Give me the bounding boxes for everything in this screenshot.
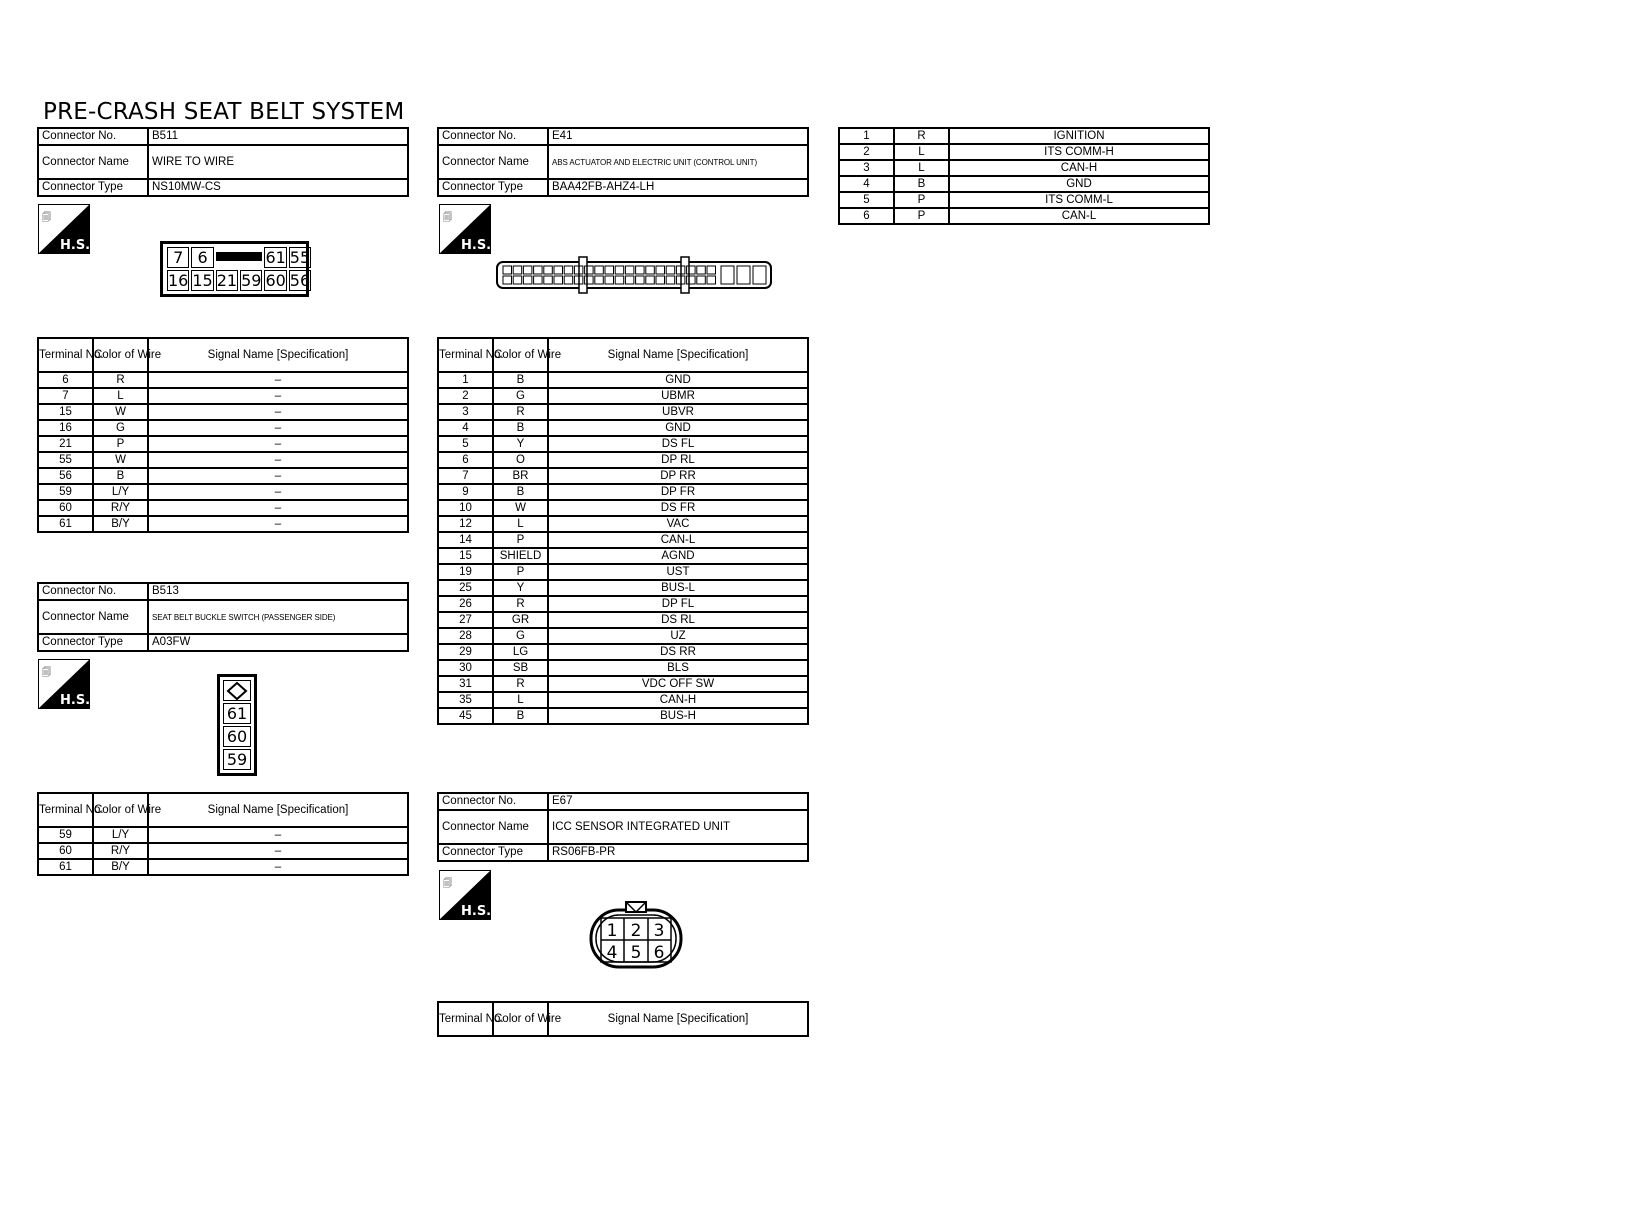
table-row [438,372,808,388]
terminal-cell: 28 [438,628,493,644]
wire-color-cell: G [493,628,548,644]
hs-label: H.S. [60,238,91,253]
connector-name-value: WIRE TO WIRE [148,145,408,179]
pin: 15 [192,271,213,290]
table-row [438,436,808,452]
terminal-cell: 3 [438,404,493,420]
wire-color-cell: R [493,596,548,612]
wire-color-cell: R [493,676,548,692]
signal-name-cell: – [148,468,408,484]
pin-cavity [544,266,553,274]
pin-cavity [636,276,645,284]
wire-color-cell: L [493,692,548,708]
pin: 60 [265,271,286,290]
signal-name-cell: ITS COMM-L [949,192,1209,208]
connector-e67-face [588,900,684,975]
wire-color-cell: SB [493,660,548,676]
wire-color-cell: SHIELD [493,548,548,564]
pin-cavity [615,276,624,284]
label-connector-type: Connector Type [438,179,548,196]
pin: 16 [168,271,189,290]
table-row [438,708,808,724]
pin-cavity [646,266,655,274]
table-row [438,660,808,676]
signal-name-cell: – [148,843,408,859]
connector-type-value: BAA42FB-AHZ4-LH [548,179,808,196]
pin-cavity [656,266,665,274]
pin-cavity [605,266,614,274]
table-row [438,452,808,468]
signal-name-cell: CAN-L [949,208,1209,224]
pin: 5 [630,943,642,963]
terminal-cell: 12 [438,516,493,532]
pin: 60 [223,726,251,747]
signal-name-cell: – [148,500,408,516]
wire-color-cell: P [493,532,548,548]
pin-cavity-large [721,266,734,284]
terminal-cell: 16 [38,420,93,436]
connector-e67-info [437,792,809,862]
signal-name-cell: BUS-L [548,580,808,596]
header-signal-name: Signal Name [Specification] [148,793,408,827]
signal-name-cell: DP RL [548,452,808,468]
pin-cavity [625,276,634,284]
pin: 6 [191,247,213,268]
signal-name-cell: – [148,452,408,468]
terminal-cell: 30 [438,660,493,676]
e41-signal-table [437,337,809,725]
connector-b513-face [217,674,257,776]
pin-cavity-large [753,266,766,284]
table-row [438,596,808,612]
signal-name-cell: – [148,484,408,500]
wire-color-cell: Y [493,436,548,452]
table-row [438,628,808,644]
wire-color-cell: LG [493,644,548,660]
wire-color-cell: R/Y [93,843,148,859]
terminal-cell: 10 [438,500,493,516]
label-connector-name: Connector Name [438,145,548,179]
wire-color-cell: B [493,484,548,500]
pin: 21 [216,271,238,290]
wire-color-cell: W [93,452,148,468]
pin: 59 [241,271,262,290]
wire-color-cell: P [894,208,949,224]
label-connector-no: Connector No. [438,128,548,145]
wire-color-cell: L/Y [93,484,148,500]
harness-side-icon [38,659,90,709]
header-color-of-wire: Color of Wire [493,1002,548,1036]
wire-color-cell: G [93,420,148,436]
connector-type-value: RS06FB-PR [548,844,808,861]
wire-color-cell: BR [493,468,548,484]
terminal-cell: 60 [38,500,93,516]
pin-cavity [707,276,716,284]
signal-name-cell: – [148,420,408,436]
pin-cavity [554,266,563,274]
connector-type-value: NS10MW-CS [148,179,408,196]
terminal-cell: 27 [438,612,493,628]
connector-name-value: ABS ACTUATOR AND ELECTRIC UNIT (CONTROL UNIT) [548,145,808,179]
table-row [438,484,808,500]
terminal-cell: 14 [438,532,493,548]
pin-cavity [534,266,543,274]
terminal-cell: 9 [438,484,493,500]
terminal-cell: 15 [438,548,493,564]
wire-color-cell: L [93,388,148,404]
pin-cavity [503,276,512,284]
terminal-cell: 59 [38,484,93,500]
wire-color-cell: P [493,564,548,580]
label-connector-no: Connector No. [438,793,548,810]
terminal-cell: 7 [438,468,493,484]
table-row [38,388,408,404]
table-row [38,404,408,420]
table-row [438,420,808,436]
svg-text:🗐: 🗐 [443,213,452,223]
table-row [438,548,808,564]
header-color-of-wire: Color of Wire [493,338,548,372]
signal-name-cell: – [148,827,408,843]
wire-color-cell: G [493,388,548,404]
table-row [839,208,1209,224]
wire-color-cell: P [93,436,148,452]
wire-color-cell: R [894,128,949,144]
pin: 61 [265,248,286,267]
wire-color-cell: L/Y [93,827,148,843]
terminal-cell: 21 [38,436,93,452]
connector-name-value: SEAT BELT BUCKLE SWITCH (PASSENGER SIDE) [148,600,408,634]
table-row [839,192,1209,208]
pin-cavity [625,266,634,274]
table-row [839,144,1209,160]
connector-b513-info [37,582,409,652]
pin-cavity [544,276,553,284]
table-row [438,564,808,580]
signal-name-cell: IGNITION [949,128,1209,144]
table-row [438,580,808,596]
header-color-of-wire: Color of Wire [93,793,148,827]
pin-cavity [697,276,706,284]
signal-name-cell: VDC OFF SW [548,676,808,692]
terminal-cell: 3 [839,160,894,176]
signal-name-cell: ITS COMM-H [949,144,1209,160]
table-row [839,128,1209,144]
label-connector-name: Connector Name [38,600,148,634]
signal-name-cell: DS RR [548,644,808,660]
wire-color-cell: B [93,468,148,484]
label-connector-no: Connector No. [38,583,148,600]
signal-name-cell: UBVR [548,404,808,420]
wire-color-cell: B [493,708,548,724]
pin: 6 [653,943,665,963]
pin-cavity [534,276,543,284]
header-color-of-wire: Color of Wire [93,338,148,372]
connector-name-value: ICC SENSOR INTEGRATED UNIT [548,810,808,844]
pin-cavity [564,276,573,284]
signal-name-cell: DS RL [548,612,808,628]
pin-cavity [513,276,522,284]
pin-cavity [656,276,665,284]
terminal-cell: 60 [38,843,93,859]
b513-signal-table [37,792,409,876]
wire-color-cell: B [493,420,548,436]
table-row [438,404,808,420]
pin-cavity [554,276,563,284]
connector-no-value: E67 [548,793,808,810]
pin: 3 [653,921,665,941]
pin-cavity-large [737,266,750,284]
terminal-cell: 4 [438,420,493,436]
signal-name-cell: CAN-L [548,532,808,548]
terminal-cell: 2 [438,388,493,404]
latch-left [579,257,587,293]
pin: 2 [630,921,642,941]
e67-signal-table [838,127,1210,225]
pin: 1 [606,921,618,941]
signal-name-cell: DP FL [548,596,808,612]
connector-no-value: E41 [548,128,808,145]
wire-color-cell: GR [493,612,548,628]
connector-no-value: B511 [148,128,408,145]
pin-cavity [615,266,624,274]
signal-name-cell: BUS-H [548,708,808,724]
label-connector-type: Connector Type [438,844,548,861]
harness-side-icon [439,204,491,254]
table-row [38,484,408,500]
wire-color-cell: L [894,144,949,160]
wire-color-cell: L [894,160,949,176]
signal-name-cell: VAC [548,516,808,532]
pin-cavity [595,266,604,274]
terminal-cell: 61 [38,859,93,875]
table-row [38,436,408,452]
table-row [38,827,408,843]
wire-color-cell: O [493,452,548,468]
svg-text:🗐: 🗐 [443,879,452,889]
latch-right [681,257,689,293]
table-row [438,500,808,516]
signal-name-cell: CAN-H [548,692,808,708]
table-row [438,468,808,484]
terminal-cell: 6 [839,208,894,224]
e67-signal-table-header [437,1001,809,1037]
label-connector-no: Connector No. [38,128,148,145]
signal-name-cell: – [148,404,408,420]
terminal-cell: 45 [438,708,493,724]
table-row [438,532,808,548]
pin: 59 [223,749,251,770]
table-row [38,420,408,436]
pin: 7 [167,247,189,268]
wire-color-cell: B [894,176,949,192]
signal-name-cell: – [148,436,408,452]
table-row [38,516,408,532]
wire-color-cell: Y [493,580,548,596]
terminal-cell: 56 [38,468,93,484]
pin: 4 [606,943,618,963]
table-row [438,516,808,532]
terminal-cell: 19 [438,564,493,580]
pin-cavity [707,266,716,274]
signal-name-cell: UZ [548,628,808,644]
table-row [38,452,408,468]
pin-cavity [523,276,532,284]
wire-color-cell: L [493,516,548,532]
terminal-cell: 26 [438,596,493,612]
terminal-cell: 2 [839,144,894,160]
wire-color-cell: B/Y [93,859,148,875]
svg-text:🗐: 🗐 [42,668,51,678]
terminal-cell: 6 [38,372,93,388]
signal-name-cell: BLS [548,660,808,676]
hs-label: H.S. [461,238,492,253]
connector-e41-face [495,255,775,298]
pin-cavity [666,266,675,274]
wire-color-cell: R/Y [93,500,148,516]
page-title: PRE-CRASH SEAT BELT SYSTEM [43,99,405,125]
wire-color-cell: B [493,372,548,388]
terminal-cell: 4 [839,176,894,192]
terminal-cell: 1 [839,128,894,144]
header-signal-name: Signal Name [Specification] [548,1002,808,1036]
pin-cavity [564,266,573,274]
signal-name-cell: – [148,516,408,532]
table-row [839,176,1209,192]
connector-type-value: A03FW [148,634,408,651]
terminal-cell: 55 [38,452,93,468]
header-signal-name: Signal Name [Specification] [548,338,808,372]
connector-no-value: B513 [148,583,408,600]
pin-cavity [523,266,532,274]
table-row [438,644,808,660]
table-row [38,843,408,859]
terminal-cell: 61 [38,516,93,532]
signal-name-cell: – [148,372,408,388]
signal-name-cell: UBMR [548,388,808,404]
pin-cavity [636,266,645,274]
harness-side-icon [38,204,90,254]
pin-cavity [666,276,675,284]
label-connector-type: Connector Type [38,179,148,196]
wire-color-cell: R [493,404,548,420]
terminal-cell: 29 [438,644,493,660]
hs-label: H.S. [60,693,91,708]
header-terminal-no: Terminal No. [38,338,93,372]
terminal-cell: 15 [38,404,93,420]
signal-name-cell: – [148,388,408,404]
signal-name-cell: GND [949,176,1209,192]
label-connector-type: Connector Type [38,634,148,651]
terminal-cell: 1 [438,372,493,388]
connector-b511-info [37,127,409,197]
wire-color-cell: B/Y [93,516,148,532]
wire-color-cell: P [894,192,949,208]
terminal-cell: 25 [438,580,493,596]
b511-signal-table [37,337,409,533]
terminal-cell: 5 [438,436,493,452]
pin-cavity [697,266,706,274]
pin: 61 [223,703,251,724]
header-terminal-no: Terminal No. [38,793,93,827]
signal-name-cell: AGND [548,548,808,564]
signal-name-cell: GND [548,420,808,436]
harness-side-icon [439,870,491,920]
header-signal-name: Signal Name [Specification] [148,338,408,372]
connector-e41-info [437,127,809,197]
signal-name-cell: GND [548,372,808,388]
terminal-cell: 6 [438,452,493,468]
wire-color-cell: W [93,404,148,420]
pin: 55 [289,248,311,267]
pin: 56 [289,271,311,290]
pin-blank [216,252,263,261]
terminal-cell: 7 [38,388,93,404]
pin-cavity [503,266,512,274]
pin-cavity [595,276,604,284]
label-connector-name: Connector Name [438,810,548,844]
table-row [38,500,408,516]
table-row [438,388,808,404]
locking-tab-icon [223,680,251,701]
table-row [839,160,1209,176]
table-row [438,612,808,628]
signal-name-cell: UST [548,564,808,580]
wire-color-cell: W [493,500,548,516]
terminal-cell: 59 [38,827,93,843]
terminal-cell: 5 [839,192,894,208]
signal-name-cell: DS FL [548,436,808,452]
header-terminal-no: Terminal No. [438,338,493,372]
terminal-cell: 31 [438,676,493,692]
table-row [438,692,808,708]
svg-text:🗐: 🗐 [42,213,51,223]
table-row [38,372,408,388]
signal-name-cell: – [148,859,408,875]
pin-cavity [605,276,614,284]
table-row [38,859,408,875]
header-terminal-no: Terminal No. [438,1002,493,1036]
signal-name-cell: DS FR [548,500,808,516]
terminal-cell: 35 [438,692,493,708]
table-row [38,468,408,484]
hs-label: H.S. [461,904,492,919]
pin-cavity [513,266,522,274]
signal-name-cell: DP RR [548,468,808,484]
signal-name-cell: CAN-H [949,160,1209,176]
pin-cavity [646,276,655,284]
label-connector-name: Connector Name [38,145,148,179]
connector-b511-face [160,241,309,297]
table-row [438,676,808,692]
wire-color-cell: R [93,372,148,388]
signal-name-cell: DP FR [548,484,808,500]
